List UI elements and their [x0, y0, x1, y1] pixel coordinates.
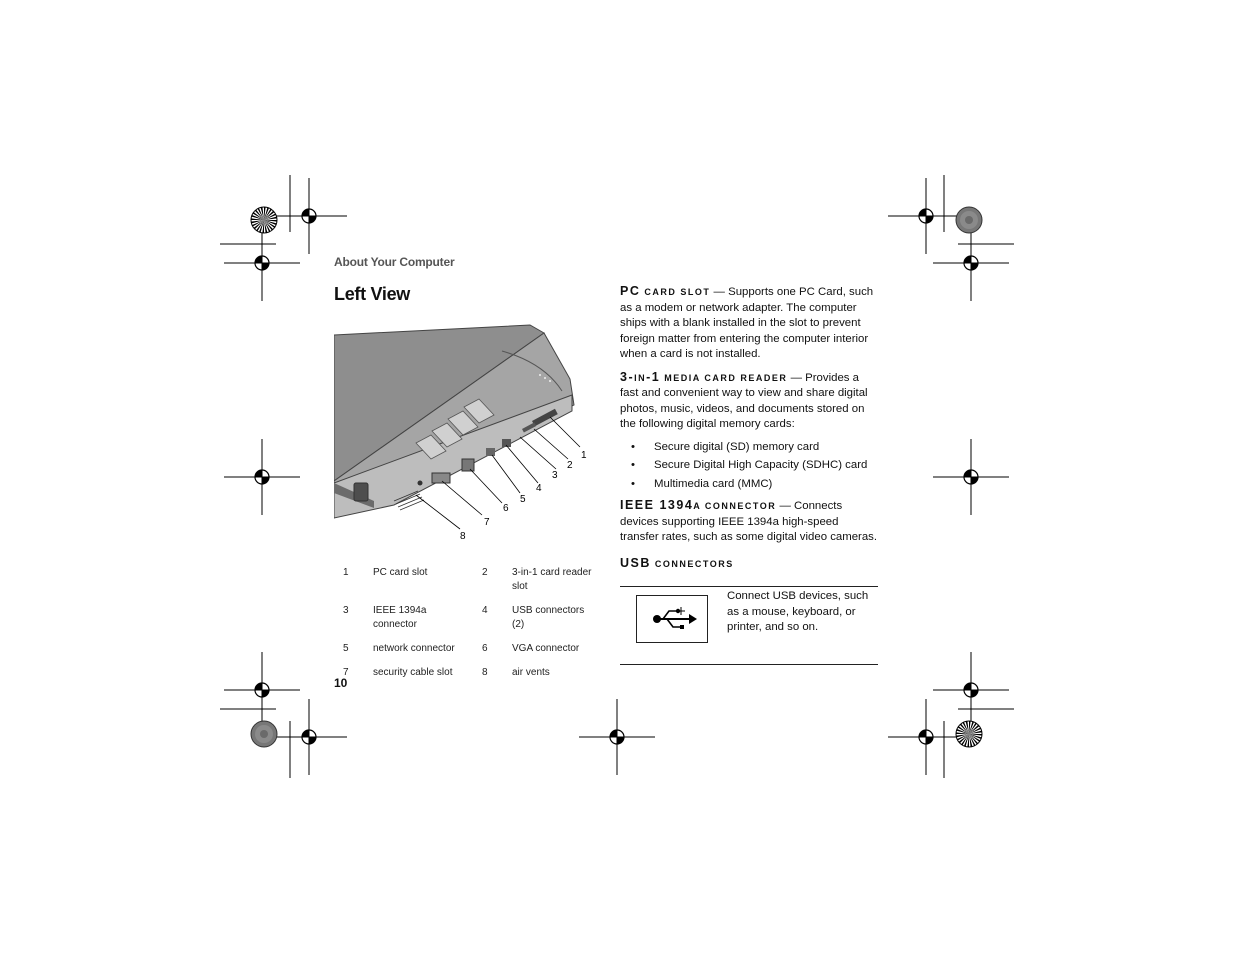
- callout-5: 5: [520, 494, 526, 505]
- callout-8: 8: [460, 531, 466, 542]
- ieee1394-term: IEEE 1394A CONNECTOR: [620, 498, 777, 513]
- legend-number: 7: [343, 667, 349, 678]
- running-head: About Your Computer: [334, 255, 455, 269]
- media-reader-term: 3-IN-1 MEDIA CARD READER: [620, 369, 788, 384]
- callout-6: 6: [503, 503, 509, 514]
- legend-number: 8: [482, 667, 488, 678]
- list-item: • Secure digital (SD) memory card: [620, 440, 878, 456]
- legend-number: 4: [482, 605, 488, 616]
- callout-7: 7: [484, 517, 490, 528]
- legend-label: VGA connector: [512, 643, 580, 654]
- pc-card-term: PC CARD SLOT: [620, 284, 711, 298]
- legend-label: IEEE 1394a connector: [373, 605, 427, 630]
- callout-2: 2: [567, 460, 573, 471]
- callout-3: 3: [552, 470, 558, 481]
- usb-icon-table: [620, 586, 878, 665]
- legend-number: 2: [482, 567, 488, 578]
- legend-label: security cable slot: [373, 667, 453, 678]
- usb-description: Connect USB devices, such as a mouse, keyboard, or printer, and so on.: [727, 590, 869, 633]
- legend-row: [334, 639, 596, 663]
- description-column: [620, 284, 878, 579]
- memory-card-list: [620, 440, 878, 493]
- usb-term: USB CONNECTORS: [620, 555, 734, 570]
- legend-number: 3: [343, 605, 349, 616]
- media-reader-description: 3-IN-1 MEDIA CARD READER — Provides a fast and convenient way to view and share digital photos, music, videos, and documents stored on the following digital memory cards:: [620, 369, 868, 430]
- usb-heading: [620, 556, 878, 573]
- legend-number: 5: [343, 643, 349, 654]
- pc-card-description: PC CARD SLOT — Supports one PC Card, such as a modem or network adapter. The computer ships with a blank installed in the slot to prevent foreign matter from entering the computer interior when a card is not installed.: [620, 284, 874, 360]
- laptop-left-view-illustration: [334, 323, 596, 548]
- legend-label: network connector: [373, 643, 455, 654]
- legend-row: [334, 563, 596, 601]
- legend-row: [334, 663, 596, 687]
- usb-icon-cell: [636, 595, 708, 643]
- callout-legend-table: [334, 563, 596, 687]
- legend-number: 6: [482, 643, 488, 654]
- legend-label: USB connectors (2): [512, 605, 585, 630]
- callout-1: 1: [581, 450, 587, 461]
- page-number: 10: [334, 676, 348, 690]
- section-title: Left View: [334, 284, 410, 304]
- legend-label: air vents: [512, 667, 550, 678]
- legend-label: PC card slot: [373, 567, 428, 578]
- pc-card-text: Supports one PC Card, such as a modem or network adapter. The computer ships with a blank installed in the slot to prevent foreign matter from entering the computer interior when a card is not installed.: [620, 286, 874, 360]
- media-reader-text: Provides a fast and convenient way to view and share digital photos, music, videos, and documents stored on the following digital memory cards:: [620, 371, 868, 430]
- ieee1394-text: Connects devices supporting IEEE 1394a high-speed transfer rates, such as some digital video cameras.: [620, 500, 878, 544]
- legend-number: 1: [343, 567, 349, 578]
- list-item: • Multimedia card (MMC): [620, 477, 878, 493]
- callout-4: 4: [536, 483, 542, 494]
- usb-icon: [637, 596, 707, 642]
- legend-label: 3-in-1 card reader slot: [512, 567, 592, 592]
- legend-row: [334, 601, 596, 639]
- ieee1394-description: IEEE 1394A CONNECTOR — Connects devices supporting IEEE 1394a high-speed transfer rates, such as some digital video cameras.: [620, 498, 878, 544]
- list-item: • Secure Digital High Capacity (SDHC) card: [620, 458, 878, 474]
